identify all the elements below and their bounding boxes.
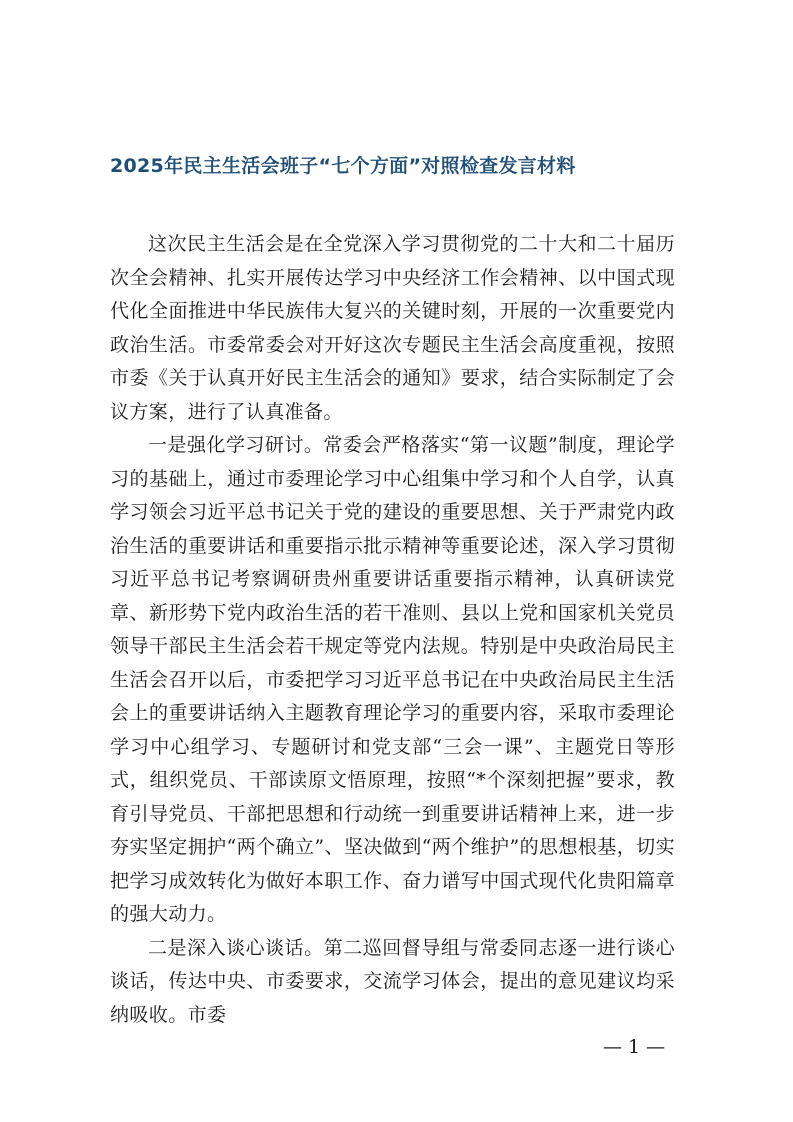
document-body — [110, 228, 675, 1032]
paragraph-intro: 这次民主生活会是在全党深入学习贯彻党的二十大和二十届历次全会精神、扎实开展传达学习中央经济工作会精神、以中国式现代化全面推进中华民族伟大复兴的关键时刻，开展的一次重要党内政治生活。市委常委会对开好这次专题民主生活会高度重视，按照市委《关于认真开好民主生活会的通知》要求，结合实际制定了会议方案，进行了认真准备。 — [110, 233, 675, 423]
document-title: 2025年民主生活会班子“七个方面”对照检查发言材料 — [110, 155, 576, 177]
page-number: — 1 — — [603, 1036, 666, 1058]
paragraph-talks: 二是深入谈心谈话。第二巡回督导组与常委同志逐一进行谈心谈话，传达中央、市委要求，交流学习体会，提出的意见建议均采纳吸收。市委 — [110, 936, 675, 1026]
paragraph-study: 一是强化学习研讨。常委会严格落实“第一议题”制度，理论学习的基础上，通过市委理论学习中心组集中学习和个人自学，认真学习领会习近平总书记关于党的建设的重要思想、关于严肃党内政治生活的重要讲话和重要指示批示精神等重要论述，深入学习贯彻习近平总书记考察调研贵州重要讲话重要指示精神，认真研读党章、新形势下党内政治生活的若干准则、县以上党和国家机关党员领导干部民主生活会若干规定等党内法规。特别是中央政治局民主生活会召开以后，市委把学习习近平总书记在中央政治局民主生活会上的重要讲话纳入主题教育理论学习的重要内容，采取市委理论学习中心组学习、专题研讨和党支部“三会一课”、主题党日等形式，组织党员、干部读原文悟原理，按照“*个深刻把握”要求，教育引导党员、干部把思想和行动统一到重要讲话精神上来，进一步夯实坚定拥护“两个确立”、坚决做到“两个维护”的思想根基，切实把学习成效转化为做好本职工作、奋力谱写中国式现代化贵阳篇章的强大动力。 — [110, 434, 675, 925]
